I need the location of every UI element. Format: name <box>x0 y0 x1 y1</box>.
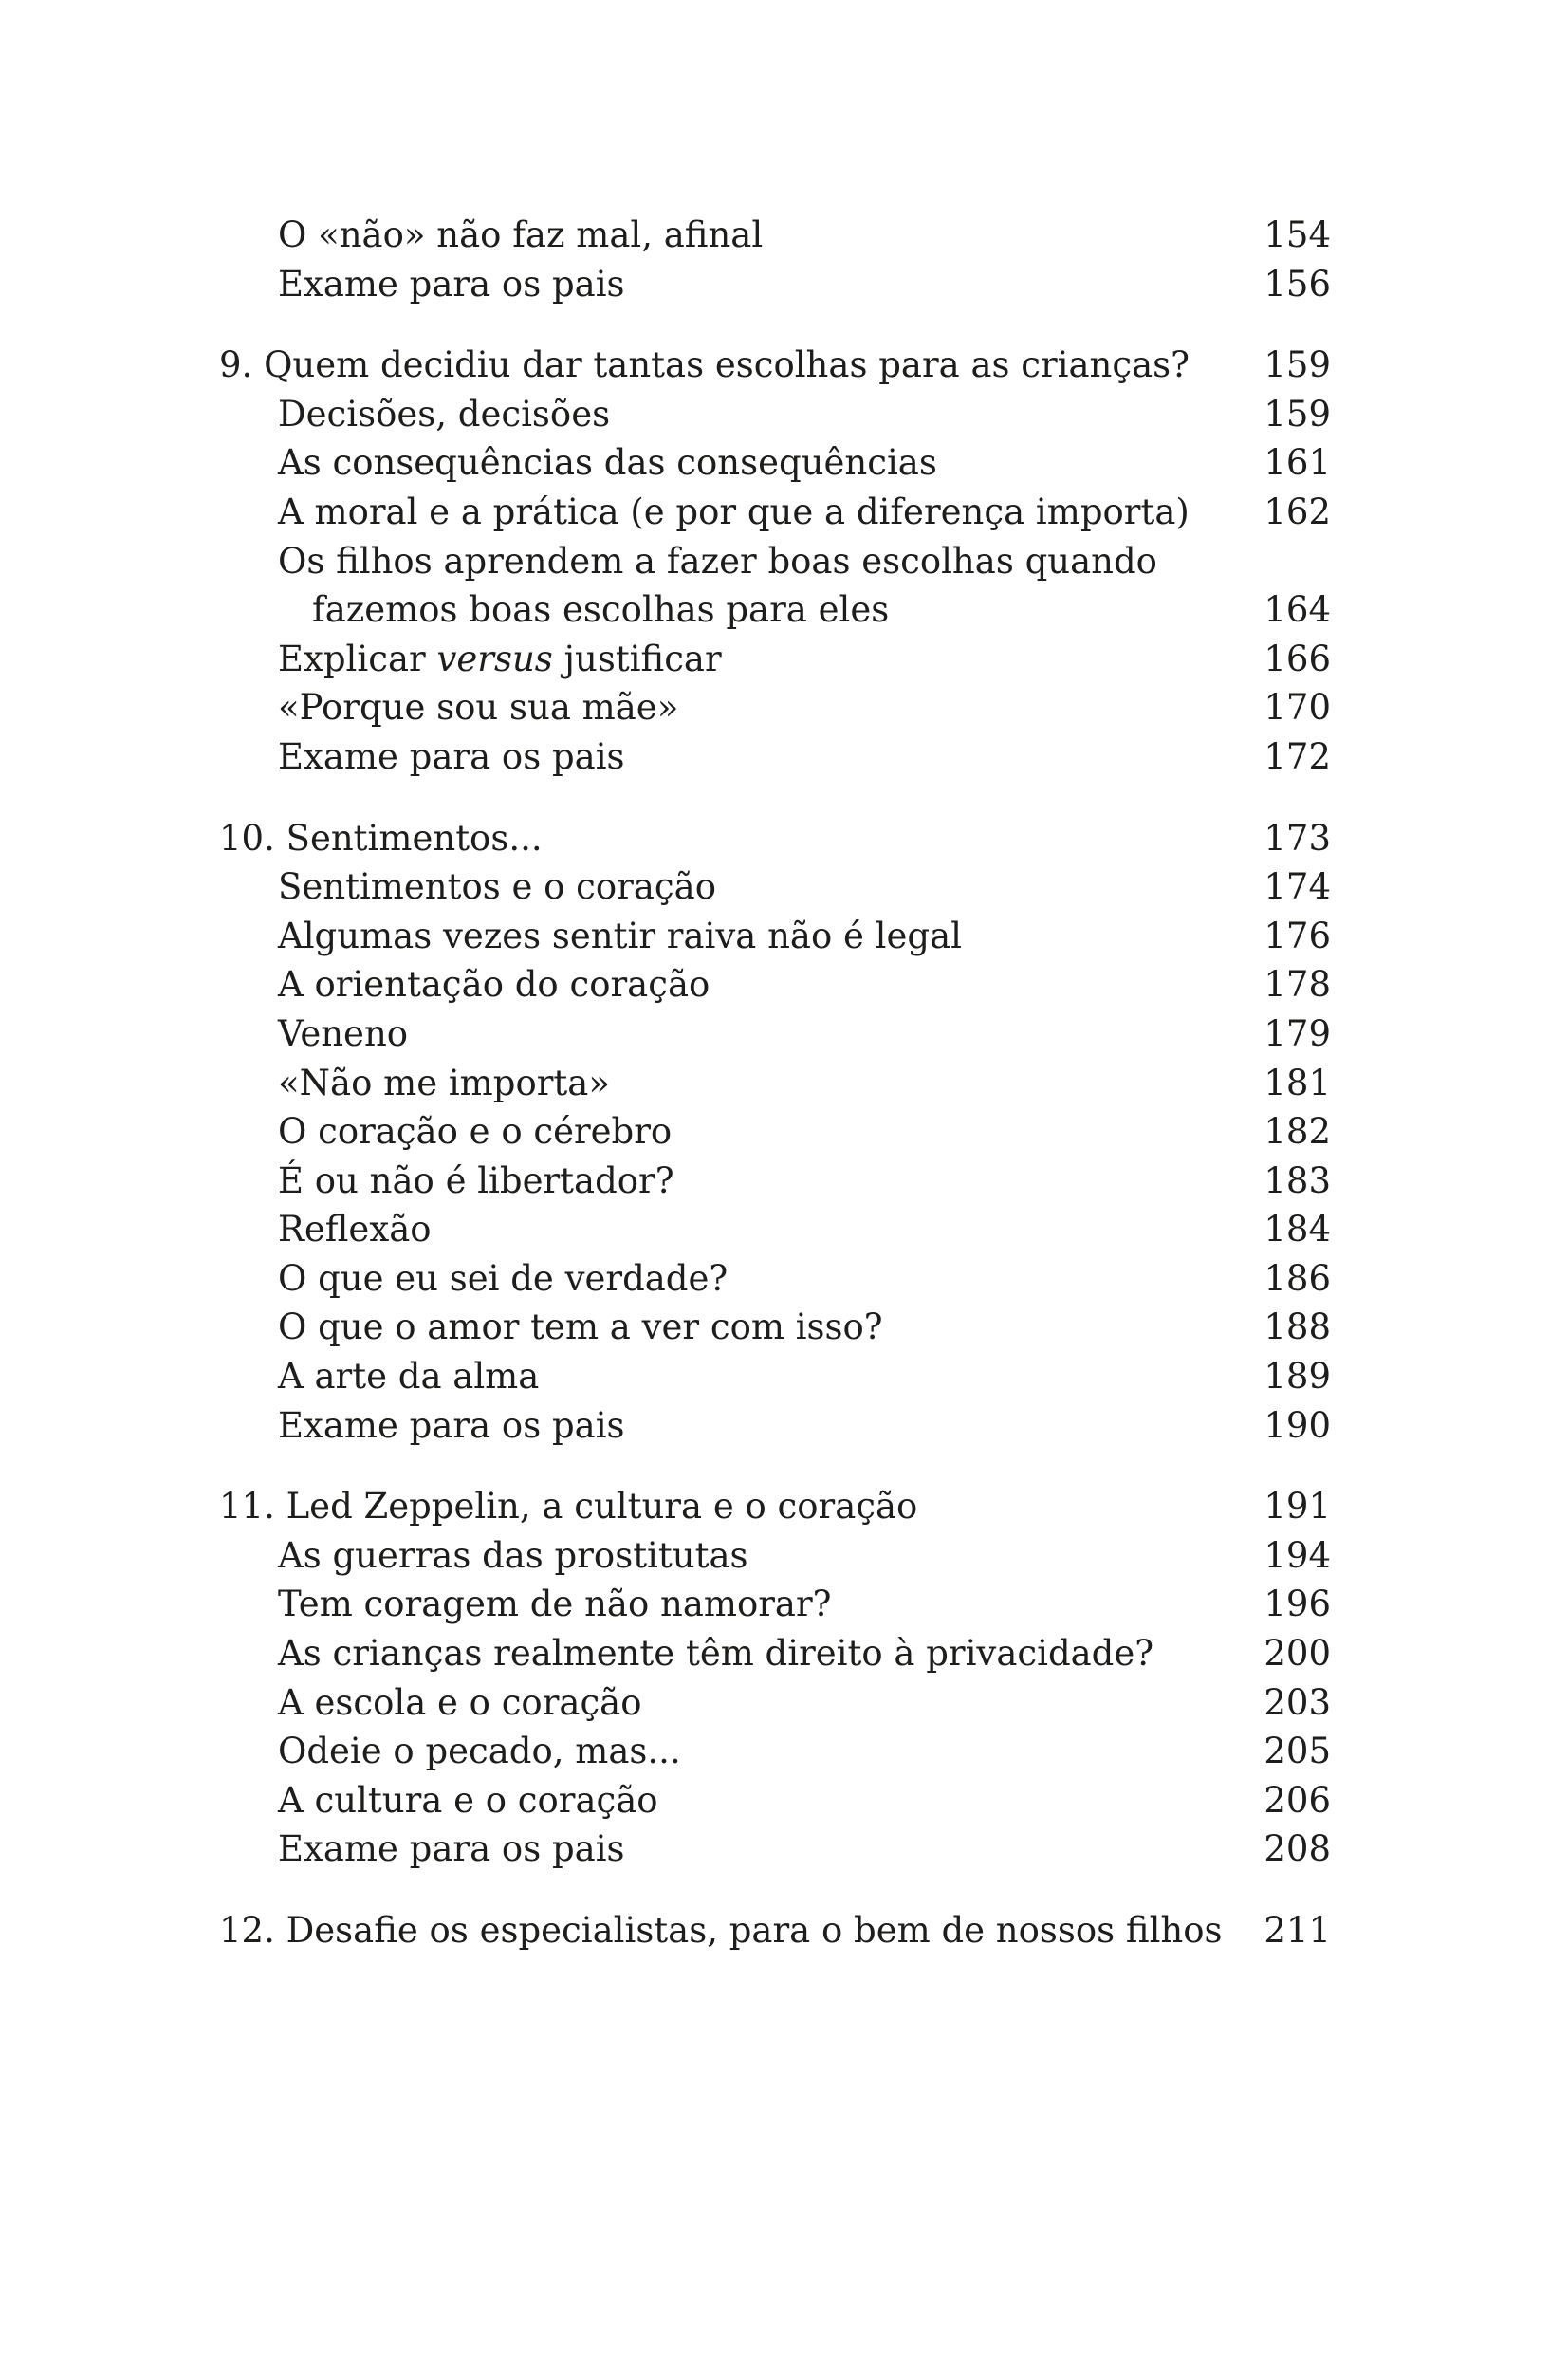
toc-entry-title: «Não me importa» <box>278 1062 610 1103</box>
toc-entry-page: 164 <box>1264 589 1331 631</box>
toc-entry-title: A cultura e o coração <box>278 1779 658 1821</box>
toc-entry-title: O «não» não faz mal, afinal <box>278 214 764 255</box>
toc-entry-title: A escola e o coração <box>278 1681 642 1723</box>
toc-entry <box>219 1727 1331 1776</box>
section-gap <box>219 308 1331 341</box>
toc-entry-title: O que eu sei de verdade? <box>278 1257 729 1299</box>
toc-entry-page: 205 <box>1264 1731 1331 1772</box>
section-gap <box>219 1450 1331 1482</box>
toc-entry-title: Exame para os pais <box>278 263 625 305</box>
toc-entry-title: Os filhos aprendem a fazer boas escolhas quando <box>278 540 1157 582</box>
toc-entry-title: Sentimentos e o coração <box>278 866 716 908</box>
toc-entry <box>219 390 1331 439</box>
toc-entry <box>219 1776 1331 1825</box>
toc-entry <box>219 1205 1331 1254</box>
toc-entry-title: Reflexão <box>278 1209 432 1251</box>
toc-entry <box>219 1303 1331 1352</box>
toc-entry-continuation <box>219 585 1331 635</box>
toc-entry-title: Odeie o pecado, mas... <box>278 1731 681 1772</box>
toc-entry-title: Exame para os pais <box>278 1404 625 1446</box>
toc-entry-page: 154 <box>1264 214 1331 255</box>
title-emphasis: versus <box>436 638 553 679</box>
toc-entry-page: 194 <box>1264 1534 1331 1576</box>
toc-entry <box>219 1010 1331 1059</box>
toc-entry-title: Exame para os pais <box>278 735 625 777</box>
toc-entry-title: «Porque sou sua mãe» <box>278 687 679 729</box>
chapter-page: 173 <box>1264 817 1331 859</box>
toc-entry-page: 156 <box>1264 263 1331 305</box>
toc-entry-page: 178 <box>1264 964 1331 1006</box>
section-gap <box>219 782 1331 814</box>
toc-entry-page: 182 <box>1264 1111 1331 1153</box>
section-gap <box>219 1874 1331 1906</box>
toc-chapter-heading <box>219 1482 1331 1531</box>
toc-entry <box>219 1629 1331 1678</box>
toc-entry <box>219 732 1331 782</box>
table-of-contents <box>219 211 1331 1955</box>
toc-entry-title: O que o amor tem a ver com isso? <box>278 1306 883 1348</box>
title-part: justificar <box>552 638 722 679</box>
toc-entry <box>219 537 1331 586</box>
toc-chapter-heading <box>219 341 1331 390</box>
toc-chapter-heading <box>219 814 1331 863</box>
toc-entry-page: 159 <box>1264 393 1331 435</box>
toc-entry-page: 174 <box>1264 866 1331 908</box>
toc-entry-title: Veneno <box>278 1012 409 1054</box>
toc-entry-title: As guerras das prostitutas <box>278 1534 748 1576</box>
toc-entry-title: As crianças realmente têm direito à privacidade? <box>278 1633 1154 1675</box>
chapter-title: 9. Quem decidiu dar tantas escolhas para as crianças? <box>219 344 1190 386</box>
chapter-page: 191 <box>1264 1486 1331 1528</box>
toc-entry-page: 161 <box>1264 442 1331 484</box>
toc-entry-page: 186 <box>1264 1257 1331 1299</box>
chapter-title: 11. Led Zeppelin, a cultura e o coração <box>219 1486 918 1528</box>
toc-entry-page: 162 <box>1264 491 1331 532</box>
toc-entry <box>219 488 1331 537</box>
toc-chapter-heading <box>219 1906 1331 1955</box>
toc-entry <box>219 1059 1331 1108</box>
toc-entry <box>219 635 1331 684</box>
toc-entry-title: A moral e a prática (e por que a diferença importa) <box>278 491 1190 532</box>
toc-entry-page: 172 <box>1264 735 1331 777</box>
toc-entry <box>219 862 1331 912</box>
chapter-page: 159 <box>1264 344 1331 386</box>
toc-entry-page: 183 <box>1264 1159 1331 1201</box>
title-part: Explicar <box>278 638 437 679</box>
toc-entry-page: 196 <box>1264 1584 1331 1625</box>
toc-entry <box>219 211 1331 260</box>
toc-entry <box>219 1401 1331 1451</box>
toc-entry-page: 170 <box>1264 687 1331 729</box>
toc-entry-page: 188 <box>1264 1306 1331 1348</box>
chapter-page: 211 <box>1264 1910 1331 1951</box>
toc-entry-page: 176 <box>1264 915 1331 956</box>
toc-entry-page: 184 <box>1264 1209 1331 1251</box>
toc-entry <box>219 1352 1331 1401</box>
toc-entry-page: 166 <box>1264 638 1331 679</box>
toc-entry-title: A orientação do coração <box>278 964 710 1006</box>
toc-entry <box>219 683 1331 732</box>
toc-entry-title: A arte da alma <box>278 1356 540 1398</box>
toc-entry-title: Algumas vezes sentir raiva não é legal <box>278 915 962 956</box>
toc-entry <box>219 438 1331 488</box>
toc-entry-page: 203 <box>1264 1681 1331 1723</box>
toc-entry-title: É ou não é libertador? <box>278 1159 674 1201</box>
toc-entry-page: 206 <box>1264 1779 1331 1821</box>
toc-entry-title <box>278 635 722 684</box>
toc-entry-page: 189 <box>1264 1356 1331 1398</box>
toc-entry <box>219 1580 1331 1629</box>
toc-entry-page: 208 <box>1264 1828 1331 1870</box>
chapter-title: 12. Desafie os especialistas, para o bem de nossos filhos <box>219 1910 1223 1951</box>
toc-entry-title: Tem coragem de não namorar? <box>278 1584 832 1625</box>
toc-entry-title: As consequências das consequências <box>278 442 937 484</box>
toc-entry <box>219 1107 1331 1157</box>
toc-entry <box>219 1531 1331 1581</box>
toc-entry-page: 200 <box>1264 1633 1331 1675</box>
toc-entry <box>219 1254 1331 1304</box>
toc-entry <box>219 960 1331 1010</box>
toc-entry-title: Decisões, decisões <box>278 393 611 435</box>
toc-entry <box>219 260 1331 309</box>
toc-entry <box>219 1157 1331 1206</box>
toc-entry-title: Exame para os pais <box>278 1828 625 1870</box>
toc-entry-page: 179 <box>1264 1012 1331 1054</box>
toc-entry <box>219 1678 1331 1728</box>
chapter-title: 10. Sentimentos... <box>219 817 543 859</box>
toc-entry-page: 181 <box>1264 1062 1331 1103</box>
toc-entry-page: 190 <box>1264 1404 1331 1446</box>
toc-entry-title: O coração e o cérebro <box>278 1111 673 1153</box>
toc-entry <box>219 912 1331 961</box>
toc-entry <box>219 1825 1331 1874</box>
toc-entry-title-continued: fazemos boas escolhas para eles <box>312 589 890 631</box>
